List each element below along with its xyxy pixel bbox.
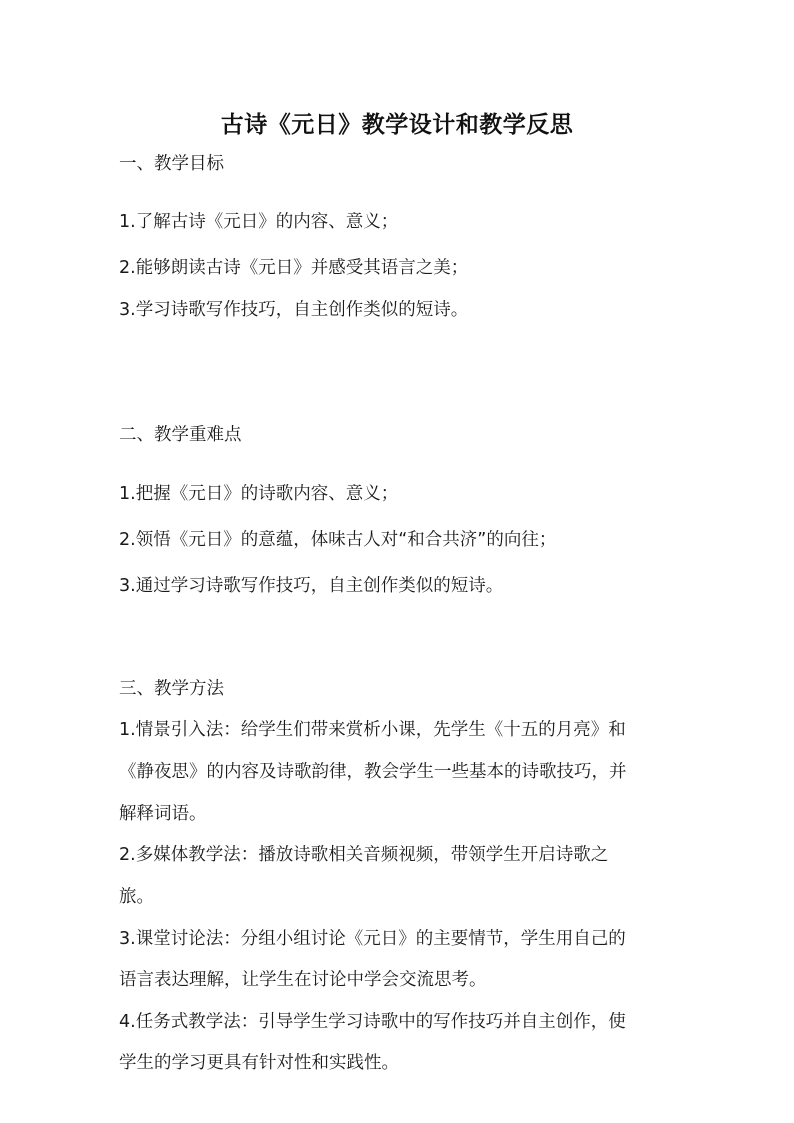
method-line: 学生的学习更具有针对性和实践性。 [119, 1053, 399, 1073]
objective-item: 2.能够朗读古诗《元日》并感受其语言之美； [119, 258, 469, 278]
method-line: 3.课堂讨论法：分组小组讨论《元日》的主要情节，学生用自己的 [119, 929, 626, 949]
method-line: 4.任务式教学法：引导学生学习诗歌中的写作技巧并自主创作，使 [119, 1012, 626, 1032]
method-line: 旅。 [119, 887, 154, 907]
method-line: 2.多媒体教学法：播放诗歌相关音频视频，带领学生开启诗歌之 [119, 845, 609, 865]
key-point-item: 3.通过学习诗歌写作技巧，自主创作类似的短诗。 [119, 576, 504, 596]
method-line: 解释词语。 [119, 804, 207, 824]
section-heading-methods: 三、教学方法 [119, 679, 224, 699]
key-point-item: 2.领悟《元日》的意蕴，体味古人对“和合共济”的向往； [119, 530, 557, 550]
objective-item: 1.了解古诗《元日》的内容、意义； [119, 212, 399, 232]
method-line: 语言表达理解，让学生在讨论中学会交流思考。 [119, 970, 487, 990]
document-title: 古诗《元日》教学设计和教学反思 [220, 112, 574, 138]
objective-item: 3.学习诗歌写作技巧，自主创作类似的短诗。 [119, 300, 469, 320]
key-point-item: 1.把握《元日》的诗歌内容、意义； [119, 484, 399, 504]
section-heading-objectives: 一、教学目标 [119, 154, 224, 174]
section-heading-key-points: 二、教学重难点 [119, 425, 242, 445]
method-line: 《静夜思》的内容及诗歌韵律，教会学生一些基本的诗歌技巧，并 [119, 762, 627, 782]
method-line: 1.情景引入法：给学生们带来赏析小课，先学生《十五的月亮》和 [119, 720, 626, 740]
